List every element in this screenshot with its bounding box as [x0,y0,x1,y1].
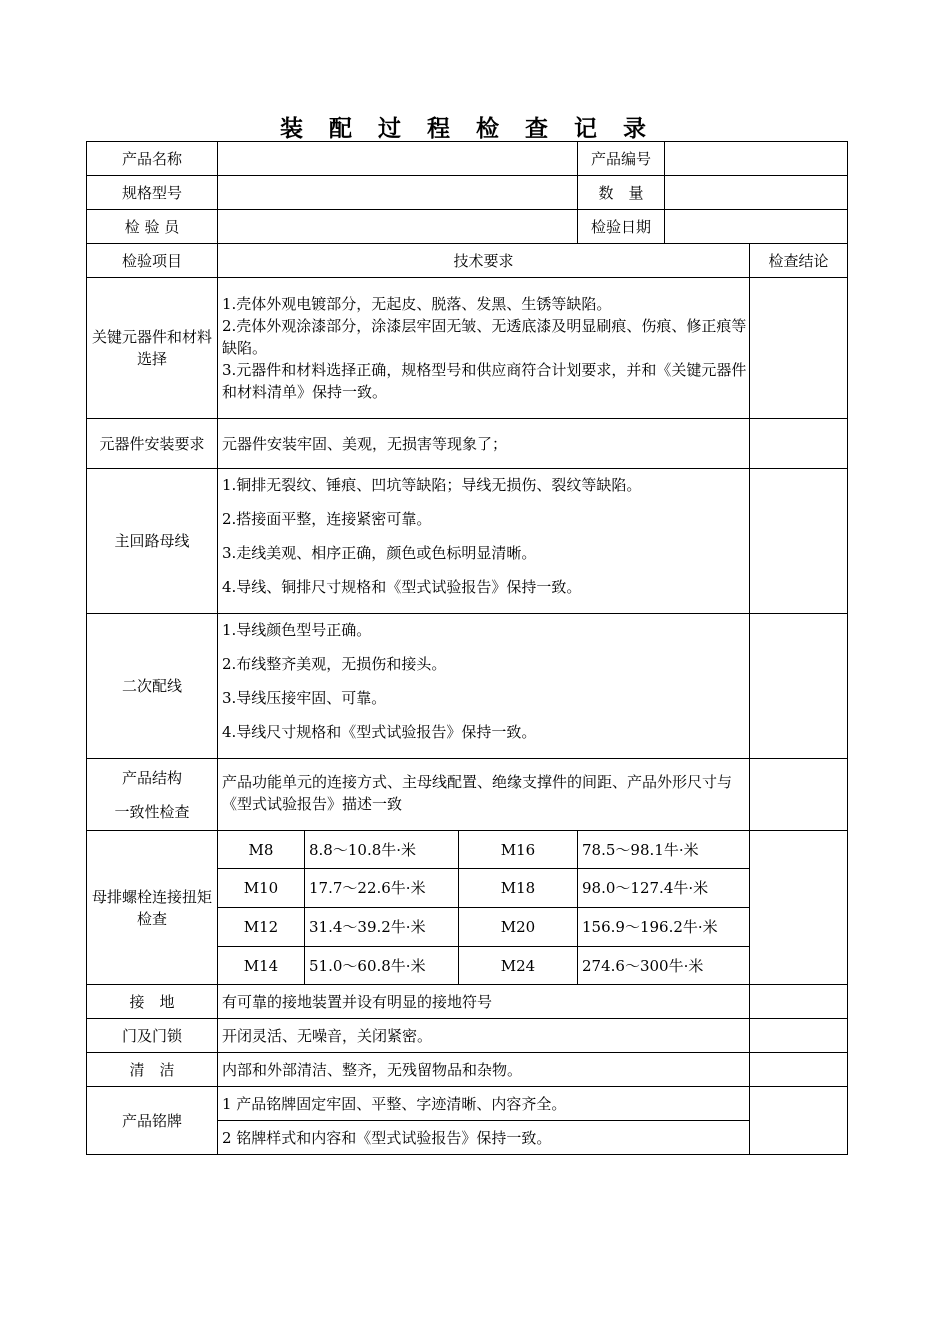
torque-range: 8.8～10.8牛·米 [305,831,459,869]
nameplate-req-2: 2 铭牌样式和内容和《型式试验报告》保持一致。 [218,1121,750,1155]
quantity-label: 数 量 [578,176,665,210]
torque-range: 98.0～127.4牛·米 [578,869,750,908]
key-parts-item: 关键元器件和材料选择 [87,278,218,419]
torque-range: 156.9～196.2牛·米 [578,908,750,947]
torque-size: M12 [218,908,305,947]
key-parts-req [218,278,750,419]
structure-req: 产品功能单元的连接方式、主母线配置、绝缘支撑件的间距、产品外形尺寸与《型式试验报告》描述一致 [218,759,750,831]
torque-range: 17.7～22.6牛·米 [305,869,459,908]
torque-size: M18 [459,869,578,908]
ground-result[interactable] [750,985,848,1019]
torque-range: 274.6～300牛·米 [578,947,750,985]
spec-label: 规格型号 [87,176,218,210]
install-item: 元器件安装要求 [87,419,218,469]
main-bus-result[interactable] [750,469,848,614]
torque-item: 母排螺栓连接扭矩检查 [87,831,218,985]
ground-item: 接 地 [87,985,218,1019]
nameplate-item: 产品铭牌 [87,1087,218,1155]
main-bus-req [218,469,750,614]
inspector-label: 检 验 员 [87,210,218,244]
door-result[interactable] [750,1019,848,1053]
structure-item-line-2: 一致性检查 [114,802,190,821]
structure-item [87,759,218,831]
key-parts-result[interactable] [750,278,848,419]
nameplate-req-1: 1 产品铭牌固定牢固、平整、字迹清晰、内容齐全。 [218,1087,750,1121]
main-bus-line-3: 3.走线美观、相序正确，颜色或色标明显清晰。 [222,544,537,562]
secondary-line-4: 4.导线尺寸规格和《型式试验报告》保持一致。 [222,723,537,741]
secondary-req [218,614,750,759]
main-bus-line-2: 2.搭接面平整，连接紧密可靠。 [222,510,432,528]
key-parts-line-1: 1.壳体外观电镀部分，无起皮、脱落、发黑、生锈等缺陷。 [222,295,612,313]
quantity-field[interactable] [665,176,848,210]
page-title: 装 配 过 程 检 查 记 录 [279,115,656,142]
main-bus-line-1: 1.铜排无裂纹、锤痕、凹坑等缺陷；导线无损伤、裂纹等缺陷。 [222,476,642,494]
install-req: 元器件安装牢固、美观，无损害等现象了； [218,419,750,469]
spec-field[interactable] [218,176,578,210]
torque-range: 31.4～39.2牛·米 [305,908,459,947]
date-label: 检验日期 [578,210,665,244]
torque-range: 78.5～98.1牛·米 [578,831,750,869]
nameplate-result[interactable] [750,1087,848,1155]
product-no-field[interactable] [665,142,848,176]
main-bus-line-4: 4.导线、铜排尺寸规格和《型式试验报告》保持一致。 [222,578,582,596]
product-no-label: 产品编号 [578,142,665,176]
column-item-header: 检验项目 [87,244,218,278]
secondary-item: 二次配线 [87,614,218,759]
torque-size: M24 [459,947,578,985]
ground-req: 有可靠的接地装置并设有明显的接地符号 [218,985,750,1019]
torque-result[interactable] [750,831,848,985]
inspector-field[interactable] [218,210,578,244]
torque-size: M14 [218,947,305,985]
torque-size: M10 [218,869,305,908]
install-result[interactable] [750,419,848,469]
key-parts-line-2: 2.壳体外观涂漆部分，涂漆层牢固无皱、无透底漆及明显刷痕、伤痕、修正痕等缺陷。 [222,317,747,357]
structure-item-line-1: 产品结构 [121,768,182,787]
secondary-line-2: 2.布线整齐美观，无损伤和接头。 [222,655,447,673]
secondary-result[interactable] [750,614,848,759]
torque-range: 51.0～60.8牛·米 [305,947,459,985]
date-field[interactable] [665,210,848,244]
door-item: 门及门锁 [87,1019,218,1053]
inspection-form [86,141,848,1155]
key-parts-line-3: 3.元器件和材料选择正确，规格型号和供应商符合计划要求，并和《关键元器件和材料清单》保持一致。 [222,361,747,401]
main-bus-item: 主回路母线 [87,469,218,614]
product-name-label: 产品名称 [87,142,218,176]
torque-size: M20 [459,908,578,947]
structure-result[interactable] [750,759,848,831]
clean-item: 清 洁 [87,1053,218,1087]
secondary-line-3: 3.导线压接牢固、可靠。 [222,689,387,707]
product-name-field[interactable] [218,142,578,176]
clean-result[interactable] [750,1053,848,1087]
column-result-header: 检查结论 [750,244,848,278]
column-req-header: 技术要求 [218,244,750,278]
torque-size: M8 [218,831,305,869]
clean-req: 内部和外部清洁、整齐，无残留物品和杂物。 [218,1053,750,1087]
secondary-line-1: 1.导线颜色型号正确。 [222,621,372,639]
torque-size: M16 [459,831,578,869]
door-req: 开闭灵活、无噪音，关闭紧密。 [218,1019,750,1053]
